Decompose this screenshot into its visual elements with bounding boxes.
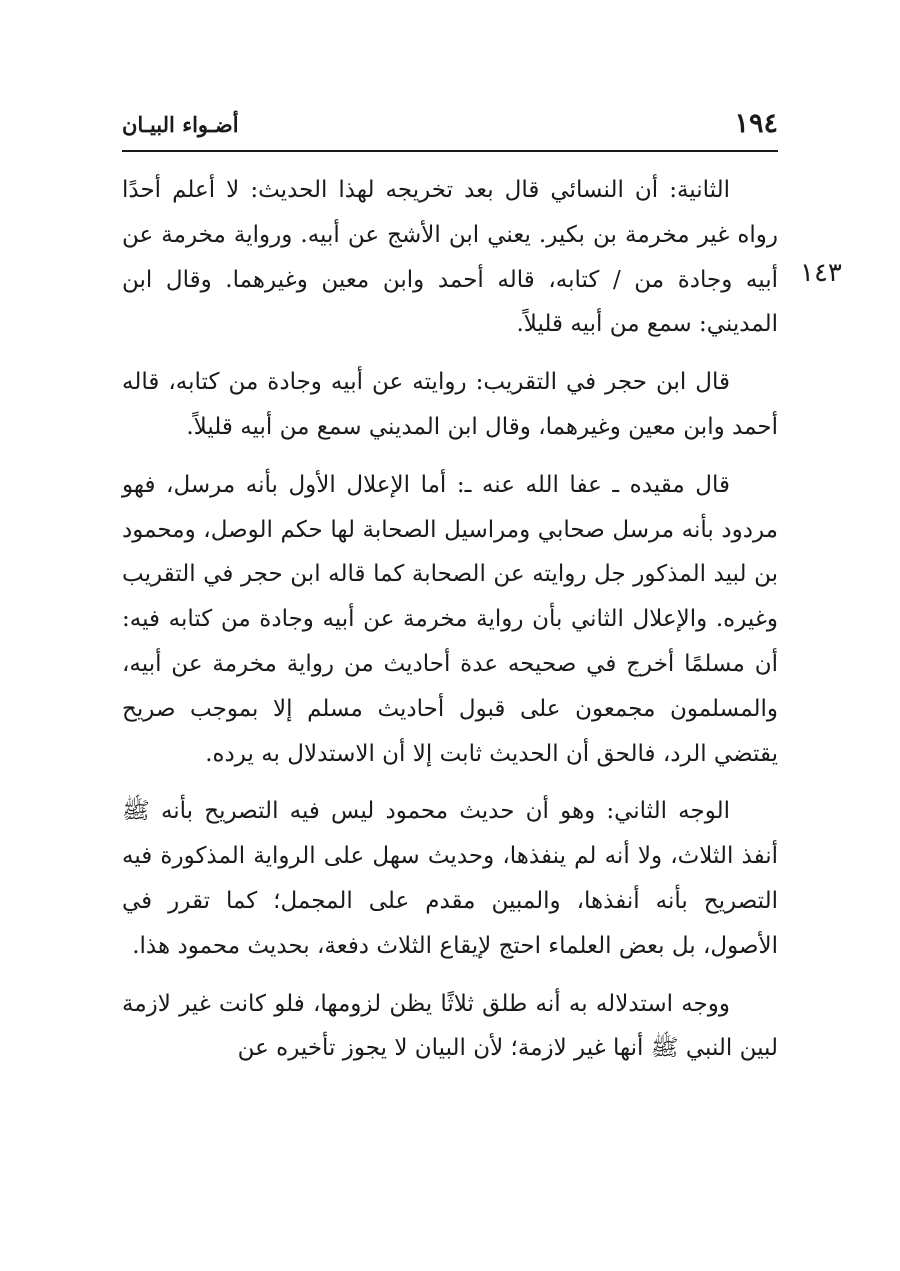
page-header [122, 100, 778, 152]
paragraph-1: الثانية: أن النسائي قال بعد تخريجه لهذا الحديث: لا أعلم أحدًا رواه غير مخرمة بن بكير. يعني ابن الأشج عن أبيه. ورواية مخرمة عن أبيه وجادة من / كتابه، قاله أحمد وابن معين وغيرهما. وقال ابن المديني: سمع من أبيه قليلاً. [122, 177, 778, 338]
page-number: ١٩٤ [734, 108, 778, 139]
running-title: أضـواء البيـان [122, 112, 239, 137]
paragraph-4: الوجه الثاني: وهو أن حديث محمود ليس فيه التصريح بأنه ﷺ أنفذ الثلاث، ولا أنه لم ينفذها، وحديث سهل على الرواية المذكورة فيه التصريح بأنه أنفذها، والمبين مقدم على المجمل؛ كما تقرر في الأصول، بل بعض العلماء احتج لإيقاع الثلاث دفعة، بحديث محمود هذا. [122, 798, 778, 959]
paragraph-5: ووجه استدلاله به أنه طلق ثلاثًا يظن لزومها، فلو كانت غير لازمة لبين النبي ﷺ أنها غير لازمة؛ لأن البيان لا يجوز تأخيره عن [122, 990, 778, 1062]
paragraph-2: قال ابن حجر في التقريب: روايته عن أبيه وجادة من كتابه، قاله أحمد وابن معين وغيرهما، وقال ابن المديني سمع من أبيه قليلاً. [122, 369, 778, 440]
body-text [122, 168, 778, 1084]
paragraph-3: قال مقيده ـ عفا الله عنه ـ: أما الإعلال الأول بأنه مرسل، فهو مردود بأنه مرسل صحابي ومراسيل الصحابة لها حكم الوصل، ومحمود بن لبيد المذكور جل روايته عن الصحابة كما قاله ابن حجر في التقريب وغيره. والإعلال الثاني بأن رواية مخرمة عن أبيه وجادة من كتابه فيه: أن مسلمًا أخرج في صحيحه عدة أحاديث من رواية مخرمة عن أبيه، والمسلمون مجمعون على قبول أحاديث مسلم إلا بموجب صريح يقتضي الرد، فالحق أن الحديث ثابت إلا أن الاستدلال به يرده. [122, 471, 778, 767]
margin-page-reference: ١٤٣ [800, 258, 842, 288]
